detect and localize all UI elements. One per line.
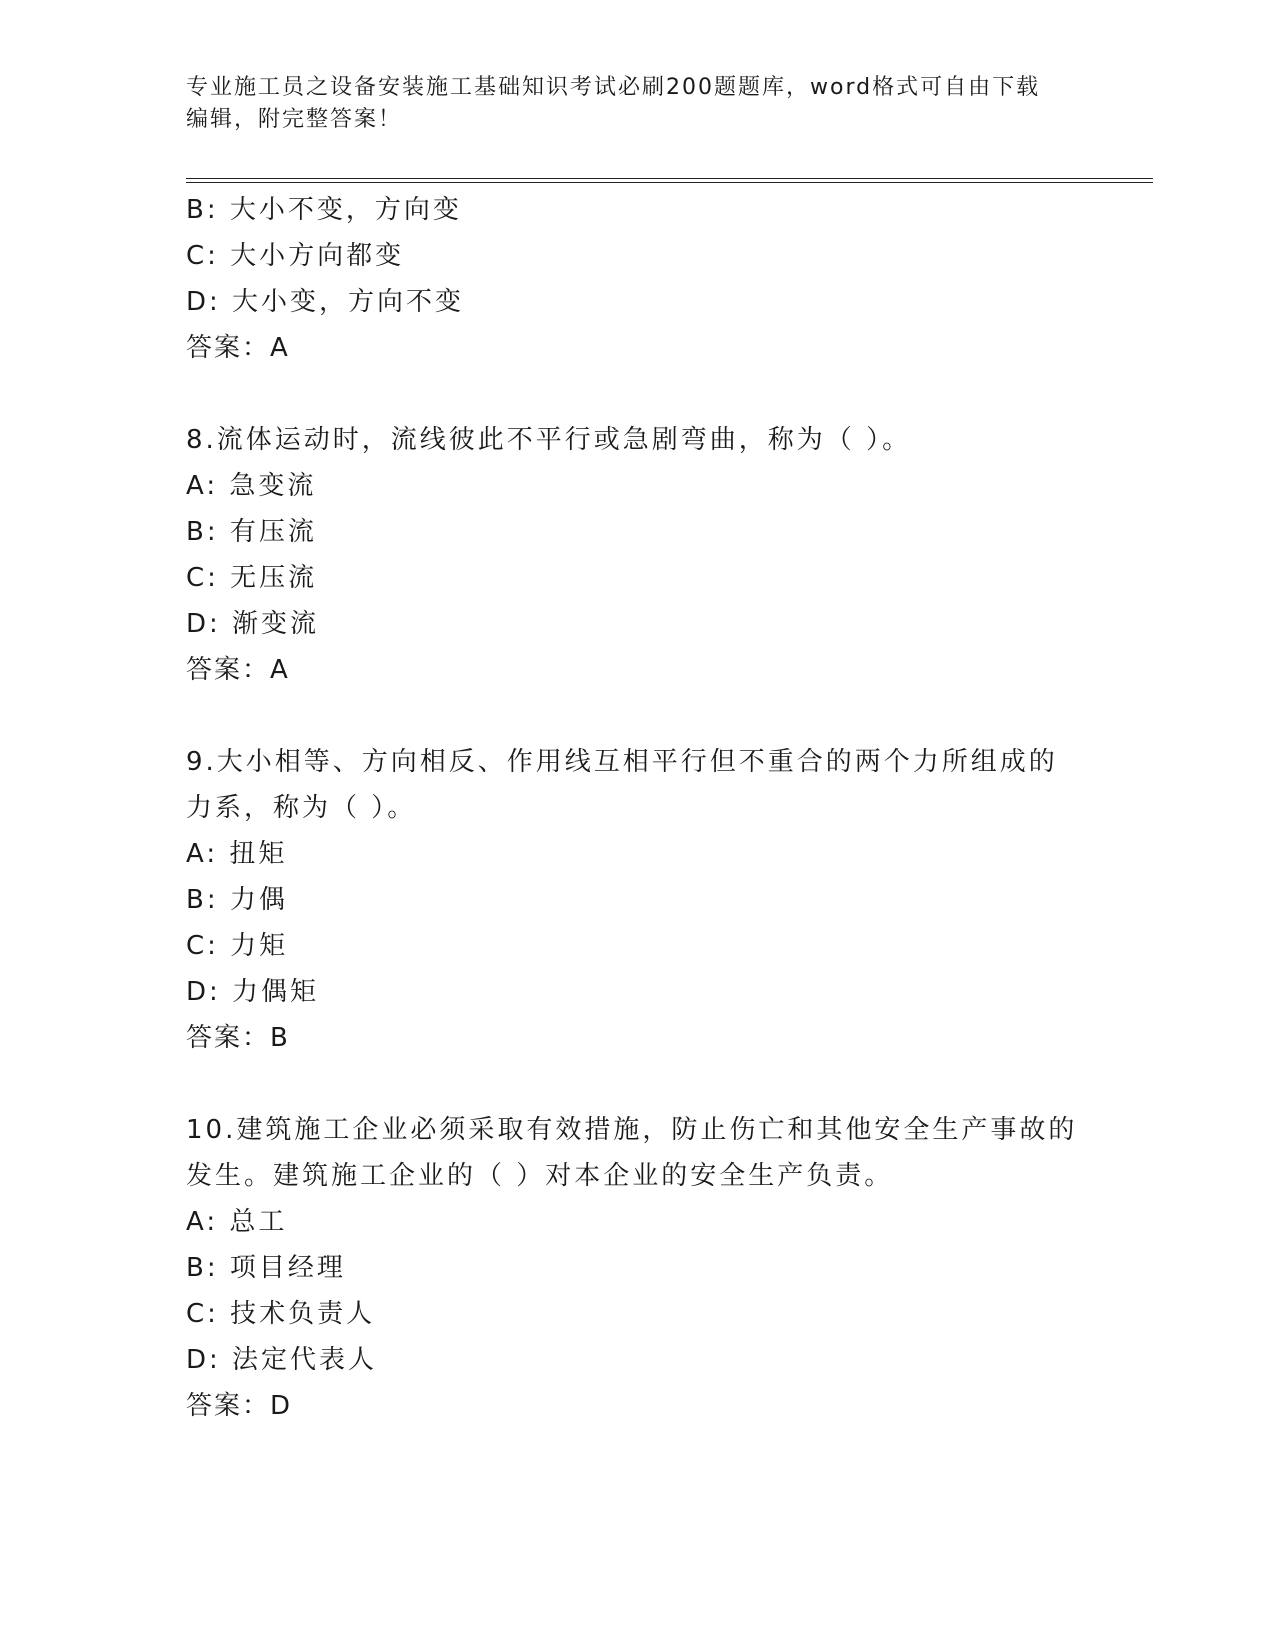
header-title-line-2: 编辑，附完整答案！ [186, 107, 403, 132]
option-d: D: 法定代表人 [186, 1345, 378, 1375]
option-d: D: 力偶矩 [186, 977, 320, 1007]
option-c: C: 无压流 [186, 563, 318, 593]
answer-label: 答案：A [186, 333, 290, 363]
answer-label: 答案：B [186, 1023, 290, 1053]
option-a: A: 总工 [186, 1207, 288, 1237]
header-divider [186, 178, 1153, 183]
question-text-line-2: 力系，称为（ ）。 [186, 793, 417, 823]
spacer [186, 371, 1086, 417]
option-c: C: 力矩 [186, 931, 289, 961]
header-title-line-1: 专业施工员之设备安装施工基础知识考试必刷200题题库，word格式可自由下载 [186, 75, 1041, 100]
option-b: B: 大小不变，方向变 [186, 195, 462, 225]
spacer [186, 693, 1086, 739]
option-b: B: 有压流 [186, 517, 317, 547]
question-block-8 [186, 417, 1086, 693]
question-block-9 [186, 739, 1086, 1061]
question-block-7 [186, 187, 1086, 371]
question-text: 8.流体运动时，流线彼此不平行或急剧弯曲，称为（ ）。 [186, 425, 912, 455]
question-text-line-1: 10.建筑施工企业必须采取有效措施，防止伤亡和其他安全生产事故的 [186, 1115, 1078, 1145]
question-block-10 [186, 1107, 1086, 1429]
question-text-line-1: 9.大小相等、方向相反、作用线互相平行但不重合的两个力所组成的 [186, 747, 1058, 777]
option-b: B: 力偶 [186, 885, 288, 915]
answer-label: 答案：D [186, 1391, 293, 1421]
option-a: A: 急变流 [186, 471, 317, 501]
option-d: D: 大小变，方向不变 [186, 287, 465, 317]
option-d: D: 渐变流 [186, 609, 320, 639]
answer-label: 答案：A [186, 655, 290, 685]
spacer [186, 1061, 1086, 1107]
question-list [186, 187, 1086, 1429]
option-c: C: 大小方向都变 [186, 241, 405, 271]
question-text-line-2: 发生。建筑施工企业的（ ）对本企业的安全生产负责。 [186, 1161, 894, 1191]
option-b: B: 项目经理 [186, 1253, 346, 1283]
document-header [186, 72, 1086, 136]
option-a: A: 扭矩 [186, 839, 288, 869]
option-c: C: 技术负责人 [186, 1299, 376, 1329]
